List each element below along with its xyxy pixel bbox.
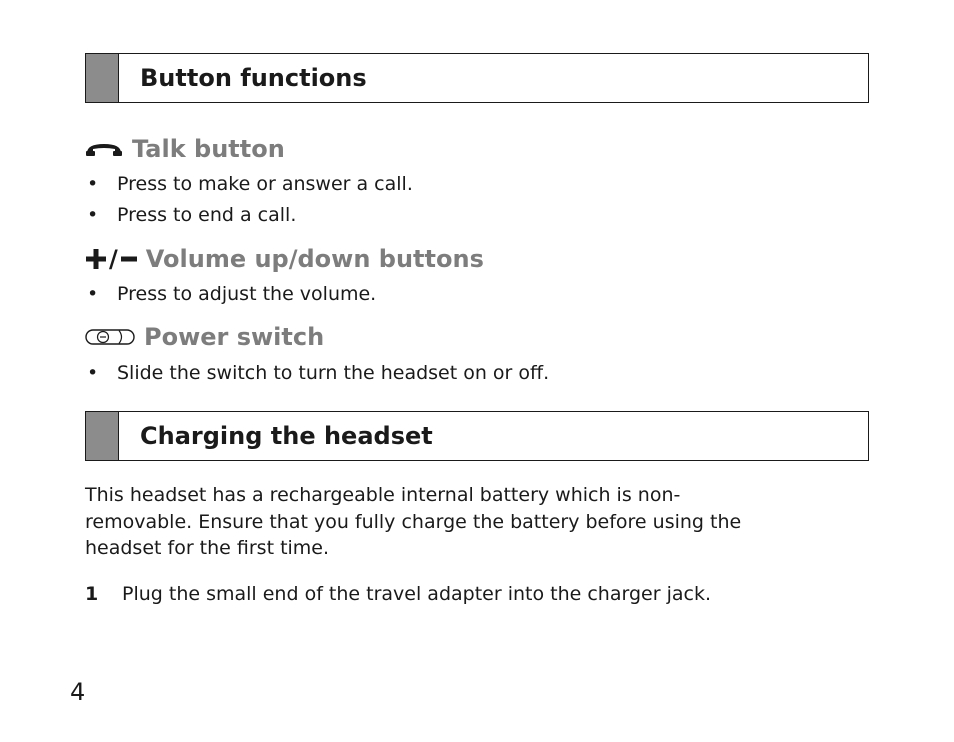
- section-header-tab: [86, 412, 119, 460]
- talk-button-heading: [85, 135, 285, 163]
- paragraph-line: removable. Ensure that you fully charge the battery before using the: [85, 510, 742, 533]
- talk-button-heading-text: Talk button: [132, 135, 285, 163]
- bullet-marker: •: [87, 283, 99, 305]
- list-item-text: Press to make or answer a call.: [117, 173, 413, 195]
- page-number: 4: [70, 678, 86, 706]
- volume-buttons-heading: [85, 245, 484, 273]
- step-item: [85, 583, 711, 605]
- power-heading-text: Power switch: [144, 323, 325, 351]
- bullet-marker: •: [87, 173, 99, 195]
- power-switch-heading: [85, 323, 324, 351]
- section-header-tab: [86, 54, 119, 102]
- minus-icon: [120, 248, 138, 270]
- charging-intro-paragraph: [85, 482, 845, 562]
- list-item: [87, 204, 296, 226]
- section-title: Charging the headset: [140, 422, 433, 450]
- section-header-charging: [85, 411, 869, 461]
- volume-heading-text: Volume up/down buttons: [145, 245, 484, 273]
- list-item-text: Press to end a call.: [117, 204, 297, 226]
- list-item: [87, 362, 549, 384]
- volume-slash: /: [109, 245, 118, 273]
- list-item: [87, 283, 376, 305]
- step-text: Plug the small end of the travel adapter into the charger jack.: [122, 583, 711, 605]
- paragraph-line: This headset has a rechargeable internal battery which is non-: [85, 484, 681, 506]
- section-title: Button functions: [140, 64, 367, 92]
- section-header-button-functions: [85, 53, 869, 103]
- bullet-marker: •: [87, 204, 99, 226]
- list-item-text: Slide the switch to turn the headset on or off.: [117, 362, 550, 384]
- list-item: [87, 173, 413, 195]
- bullet-marker: •: [87, 362, 99, 384]
- paragraph-line: headset for the first time.: [85, 537, 330, 559]
- plus-icon: [85, 248, 107, 270]
- phone-handset-icon: [85, 141, 123, 157]
- list-item-text: Press to adjust the volume.: [117, 283, 377, 305]
- step-number: 1: [85, 583, 99, 605]
- power-switch-icon: [85, 327, 135, 347]
